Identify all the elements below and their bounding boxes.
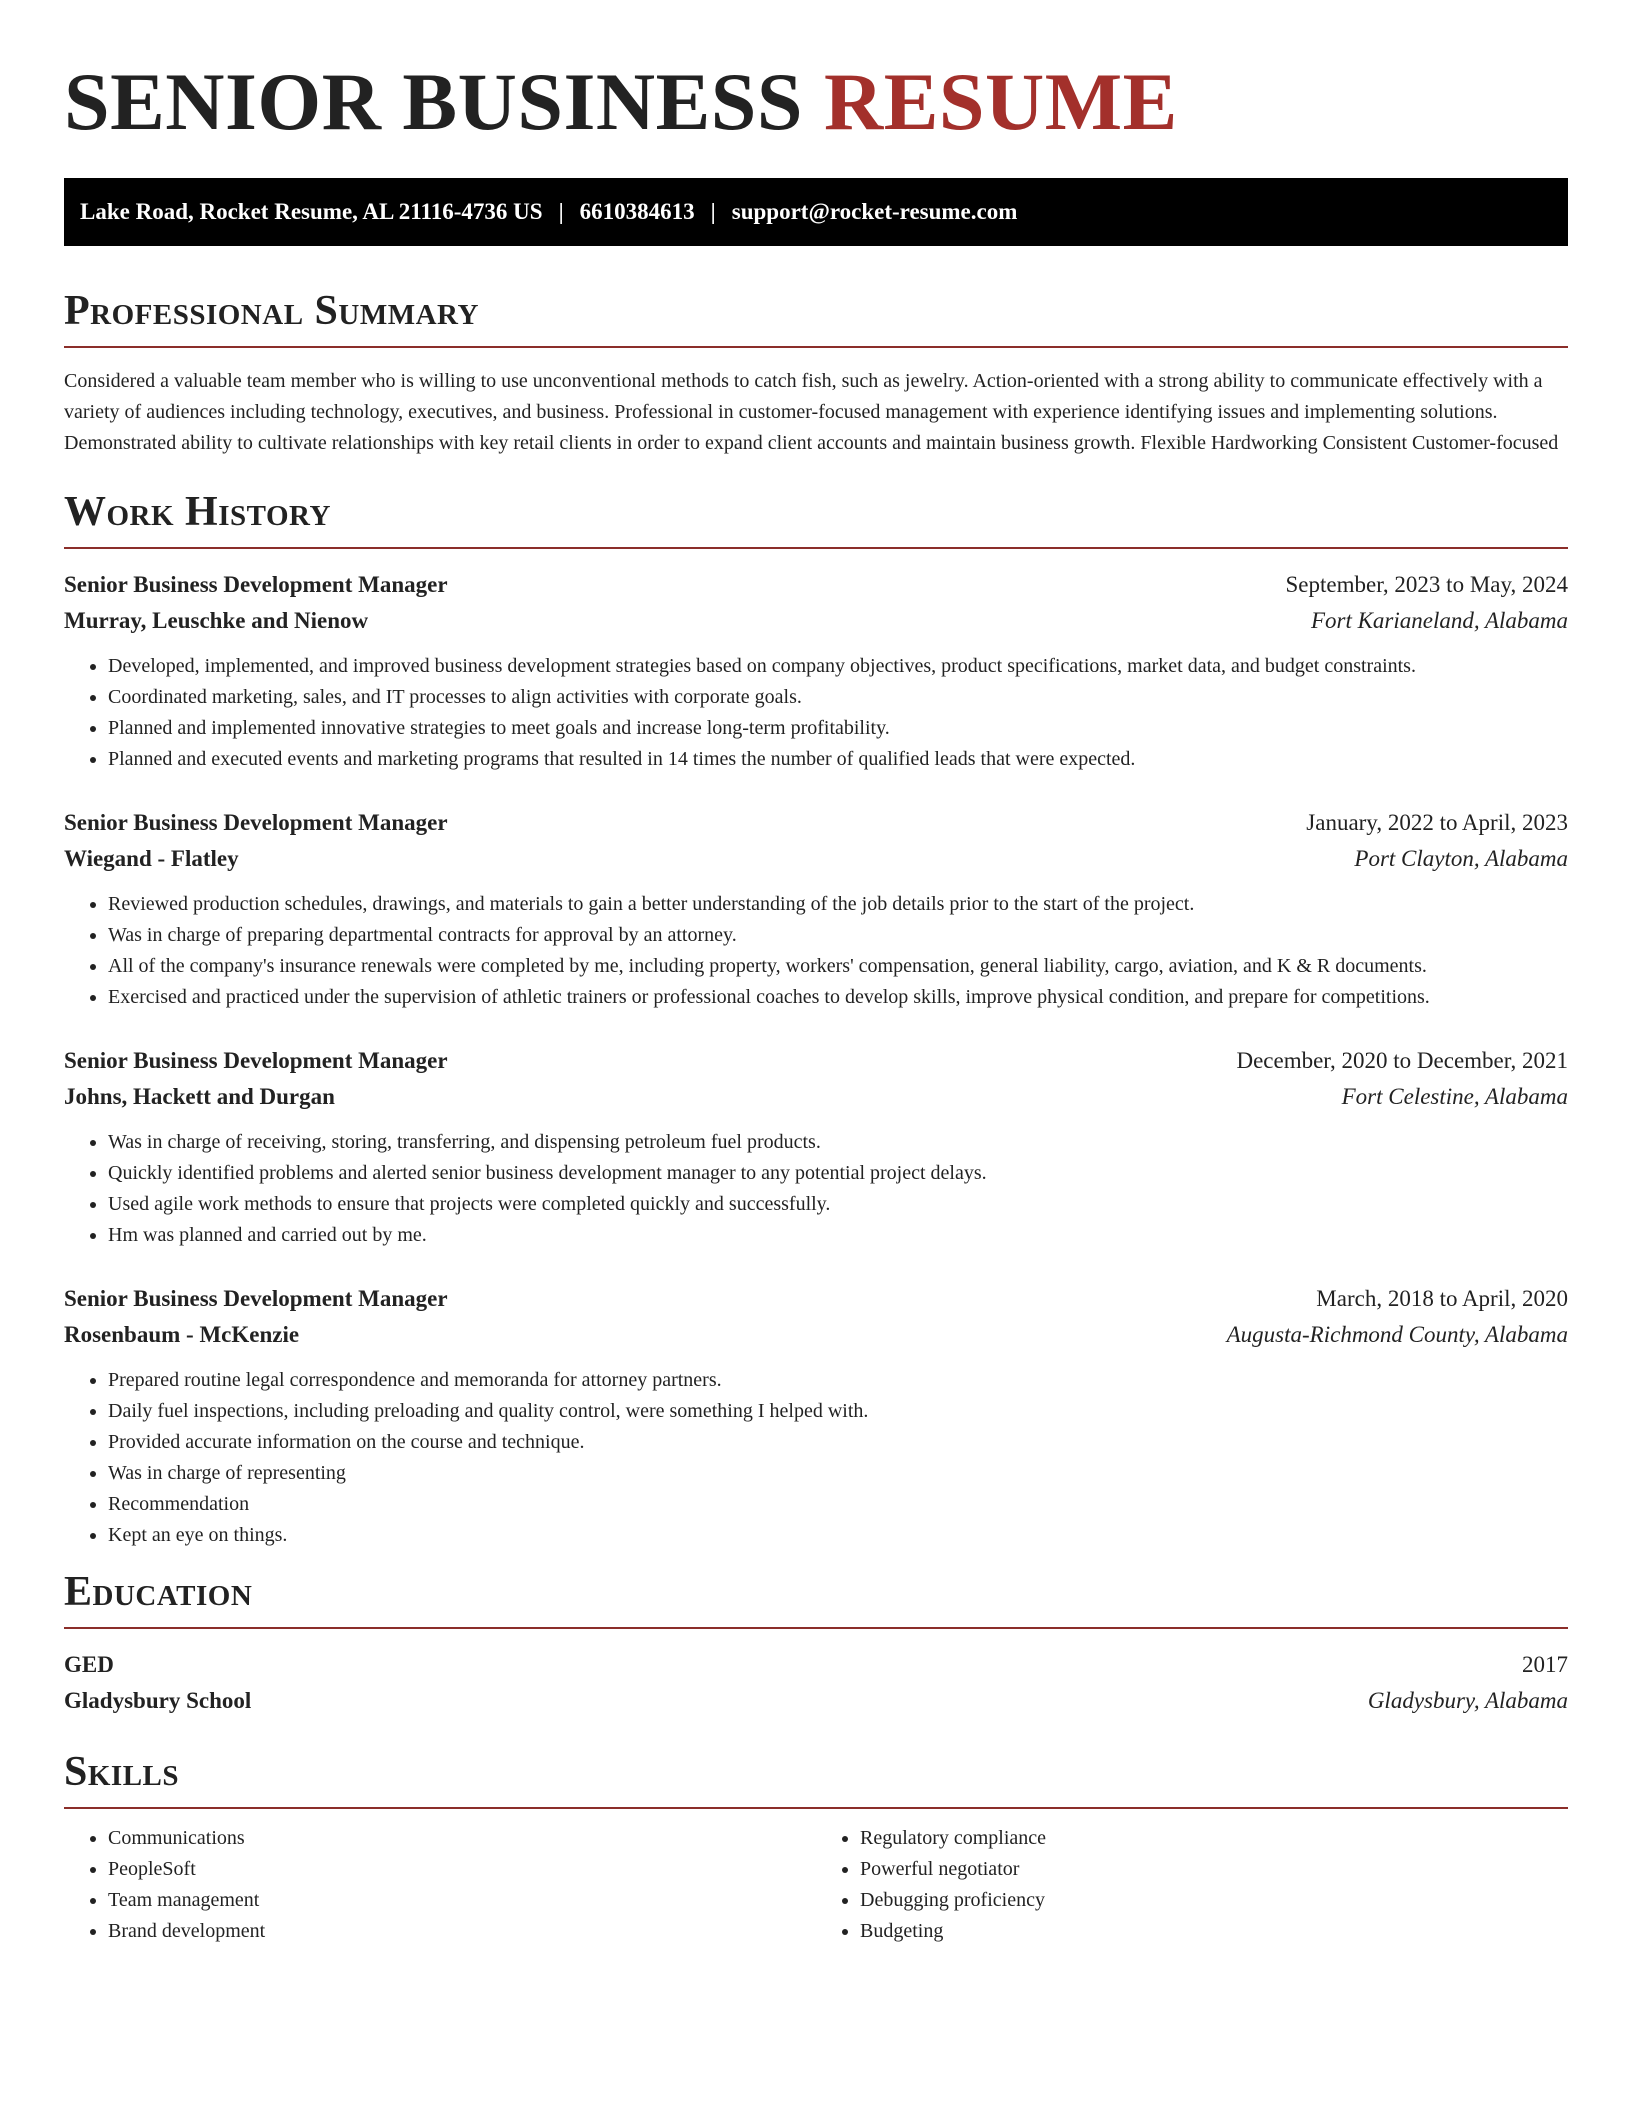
job-bullets: [64, 651, 1568, 775]
job-dates: March, 2018 to April, 2020: [1316, 1286, 1568, 1311]
contact-separator: |: [710, 199, 716, 224]
section-heading-work: Work History: [64, 489, 331, 535]
job-title: Senior Business Development Manager: [64, 1286, 448, 1311]
job-bullet: • Prepared routine legal correspondence and memoranda for attorney partners.: [108, 1365, 1568, 1396]
job-bullet: • Was in charge of preparing departmental contracts for approval by an attorney.: [108, 920, 1568, 951]
education-location: Gladysbury, Alabama: [1367, 1688, 1568, 1713]
job-bullet: • Was in charge of representing: [108, 1458, 1568, 1489]
skill-item: • Debugging proficiency: [860, 1885, 1568, 1916]
skills-grid: [64, 1823, 1568, 1947]
job-company: Johns, Hackett and Durgan: [64, 1084, 335, 1109]
job-bullets: [64, 1127, 1568, 1251]
skill-item: • Team management: [108, 1885, 816, 1916]
job-bullet: • Hm was planned and carried out by me.: [108, 1220, 1568, 1251]
job-bullet: • Recommendation: [108, 1489, 1568, 1520]
job-bullets: [64, 1365, 1568, 1551]
contact-bar: [64, 178, 1568, 246]
education-entry: [64, 1647, 1568, 1719]
section-work-history: [64, 487, 1568, 1551]
skill-item: • Communications: [108, 1823, 816, 1854]
resume-title: [64, 56, 1568, 148]
section-heading-summary: Professional Summary: [64, 288, 479, 334]
section-education: [64, 1567, 1568, 1719]
job-title: Senior Business Development Manager: [64, 572, 448, 597]
education-degree: GED: [64, 1652, 114, 1677]
contact-phone: 6610384613: [579, 199, 695, 224]
job-bullet: • Planned and executed events and marketing programs that resulted in 14 times the number of qualified leads that were expected.: [108, 744, 1568, 775]
skill-item: • Brand development: [108, 1916, 816, 1947]
job-bullet: • Kept an eye on things.: [108, 1520, 1568, 1551]
job-company: Wiegand - Flatley: [64, 846, 239, 871]
skill-item: • Powerful negotiator: [860, 1854, 1568, 1885]
job-bullet: • Was in charge of receiving, storing, transferring, and dispensing petroleum fuel products.: [108, 1127, 1568, 1158]
job-bullet: • Provided accurate information on the course and technique.: [108, 1427, 1568, 1458]
contact-separator: |: [558, 199, 564, 224]
job-dates: January, 2022 to April, 2023: [1306, 810, 1568, 835]
job-company: Rosenbaum - McKenzie: [64, 1322, 300, 1347]
job-dates: December, 2020 to December, 2021: [1236, 1048, 1568, 1073]
job-location: Port Clayton, Alabama: [1354, 846, 1568, 871]
job-entry: [64, 805, 1568, 1013]
job-bullet: • Daily fuel inspections, including preloading and quality control, were something I helped with.: [108, 1396, 1568, 1427]
section-divider: [64, 1807, 1568, 1809]
job-location: Fort Celestine, Alabama: [1341, 1084, 1568, 1109]
job-bullet: • Planned and implemented innovative strategies to meet goals and increase long-term profitability.: [108, 713, 1568, 744]
job-entry: [64, 567, 1568, 775]
section-skills: [64, 1747, 1568, 1947]
job-bullets: [64, 889, 1568, 1013]
job-dates: September, 2023 to May, 2024: [1285, 572, 1568, 597]
job-entry: [64, 1281, 1568, 1551]
section-divider: [64, 346, 1568, 348]
contact-address: Lake Road, Rocket Resume, AL 21116-4736 US: [80, 199, 543, 224]
education-year: 2017: [1522, 1652, 1568, 1677]
title-main: SENIOR BUSINESS: [64, 56, 803, 147]
job-location: Augusta-Richmond County, Alabama: [1226, 1322, 1568, 1347]
skill-item: • Regulatory compliance: [860, 1823, 1568, 1854]
job-title: Senior Business Development Manager: [64, 810, 448, 835]
section-professional-summary: [64, 286, 1568, 459]
job-bullet: • Exercised and practiced under the supervision of athletic trainers or professional coaches to develop skills, improve physical condition, and prepare for competitions.: [108, 982, 1568, 1013]
job-company: Murray, Leuschke and Nienow: [64, 608, 369, 633]
section-heading-skills: Skills: [64, 1749, 180, 1795]
job-title: Senior Business Development Manager: [64, 1048, 448, 1073]
section-divider: [64, 1627, 1568, 1629]
job-bullet: • Coordinated marketing, sales, and IT processes to align activities with corporate goals.: [108, 682, 1568, 713]
section-divider: [64, 547, 1568, 549]
title-accent: RESUME: [823, 56, 1178, 147]
summary-text: Considered a valuable team member who is willing to use unconventional methods to catch fish, such as jewelry. Action-oriented with a strong ability to communicate effectively with a variety of audiences including technology, executives, and business. Professional in customer-focused management with experience identifying issues and implementing solutions. Demonstrated ability to cultivate relationships with key retail clients in order to expand client accounts and maintain business growth. Flexible Hardworking Consistent Customer-focused: [64, 370, 1559, 454]
skill-item: • Budgeting: [860, 1916, 1568, 1947]
skills-column-left: [64, 1823, 816, 1947]
job-bullet: • Used agile work methods to ensure that projects were completed quickly and successfully.: [108, 1189, 1568, 1220]
skill-item: • PeopleSoft: [108, 1854, 816, 1885]
job-location: Fort Karianeland, Alabama: [1310, 608, 1568, 633]
job-bullet: • Quickly identified problems and alerted senior business development manager to any potential project delays.: [108, 1158, 1568, 1189]
job-bullet: • Reviewed production schedules, drawings, and materials to gain a better understanding of the job details prior to the start of the project.: [108, 889, 1568, 920]
job-entry: [64, 1043, 1568, 1251]
job-bullet: • Developed, implemented, and improved business development strategies based on company objectives, product specifications, market data, and budget constraints.: [108, 651, 1568, 682]
education-school: Gladysbury School: [64, 1688, 252, 1713]
skills-column-right: [816, 1823, 1568, 1947]
contact-email: support@rocket-resume.com: [731, 199, 1018, 224]
job-bullet: • All of the company's insurance renewals were completed by me, including property, workers' compensation, general liability, cargo, aviation, and K & R documents.: [108, 951, 1568, 982]
section-heading-education: Education: [64, 1569, 253, 1615]
